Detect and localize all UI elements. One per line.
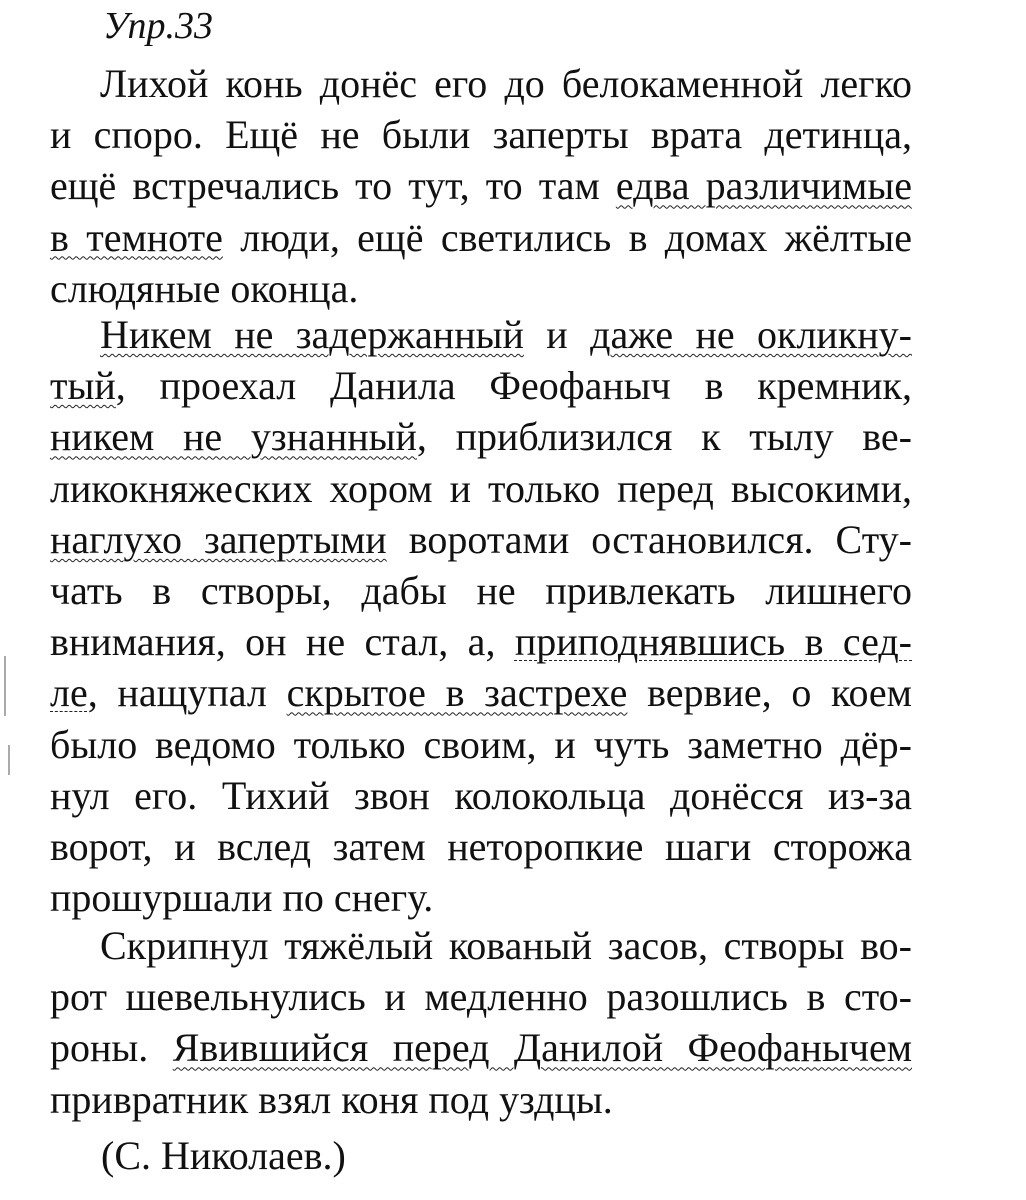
participle-phrase-underlined: никем не узнанный	[50, 414, 417, 460]
paragraph-2	[50, 309, 912, 923]
adverbial-phrase-underlined: приподнявшись в сед-	[514, 619, 912, 665]
participle-phrase-underlined: Явившийся перед Данилой Феофанычем	[172, 1025, 913, 1071]
participle-phrase-underlined: даже не окликну-	[590, 312, 912, 357]
text-line: ликокняжеских хором и только перед высокими,	[50, 465, 912, 511]
paragraph-1	[50, 58, 912, 314]
adverbial-phrase-underlined: ле	[50, 670, 88, 716]
participle-phrase-underlined: едва различимые	[615, 163, 912, 209]
text-line: чать в створы, дабы не привлекать лишнего	[50, 567, 912, 613]
text-line	[50, 160, 912, 211]
participle-phrase-underlined: наглухо запертыми	[50, 516, 387, 562]
text-line: Лихой конь донёс его до белокаменной легко	[100, 61, 912, 106]
text-line: и споро. Ещё не были заперты врата детинца,	[50, 112, 912, 158]
scan-artifact	[8, 745, 10, 775]
text-line: Скрипнул тяжёлый кованый засов, створы во-	[100, 923, 912, 968]
text-fragment: воротами остановился. Сту-	[386, 516, 912, 562]
text-line	[50, 1022, 912, 1073]
text-fragment: внимания, он не стал, а,	[50, 619, 515, 665]
text-fragment: вервие, о коем	[627, 670, 912, 716]
text-fragment: и	[523, 312, 591, 357]
text-line	[50, 360, 912, 411]
text-line	[50, 309, 912, 360]
text-line	[50, 212, 912, 263]
exercise-label: Упр.33	[103, 5, 214, 47]
text-line	[50, 616, 912, 667]
text-line: рот шевельнулись и медленно разошлись в сто-	[50, 974, 912, 1020]
text-fragment: люди, ещё светились в домах жёлтые	[222, 214, 913, 260]
text-fragment: , нащупал	[87, 670, 287, 716]
text-line: нул его. Тихий звон колокольца донёсся из-за	[50, 772, 912, 818]
text-line: ворот, и вслед затем неторопкие шаги сторожа	[50, 823, 912, 869]
text-line: слюдяные оконца.	[50, 265, 359, 311]
text-fragment: роны.	[50, 1025, 173, 1071]
text-line	[50, 667, 912, 718]
participle-phrase-underlined: скрытое в застрехе	[286, 670, 628, 716]
text-fragment: ещё встречались то тут, то там	[50, 163, 616, 209]
text-line: было ведомо только своим, и чуть заметно дёр-	[50, 721, 912, 767]
text-line	[50, 411, 912, 462]
scan-artifact	[4, 656, 6, 716]
paragraph-3	[50, 920, 912, 1125]
text-line	[50, 514, 912, 565]
text-line: привратник взял коня под уздцы.	[50, 1076, 613, 1122]
participle-phrase-underlined: Никем не задержанный	[100, 312, 524, 357]
author-attribution: (С. Николаев.)	[101, 1133, 346, 1178]
text-fragment: , проехал Данила Феофаныч в кремник,	[115, 363, 912, 409]
text-line: прошуршали по снегу.	[50, 875, 434, 921]
text-fragment: , приблизился к тылу ве-	[416, 414, 912, 460]
participle-phrase-underlined: тый	[50, 363, 116, 409]
participle-phrase-underlined: в темноте	[50, 214, 223, 260]
